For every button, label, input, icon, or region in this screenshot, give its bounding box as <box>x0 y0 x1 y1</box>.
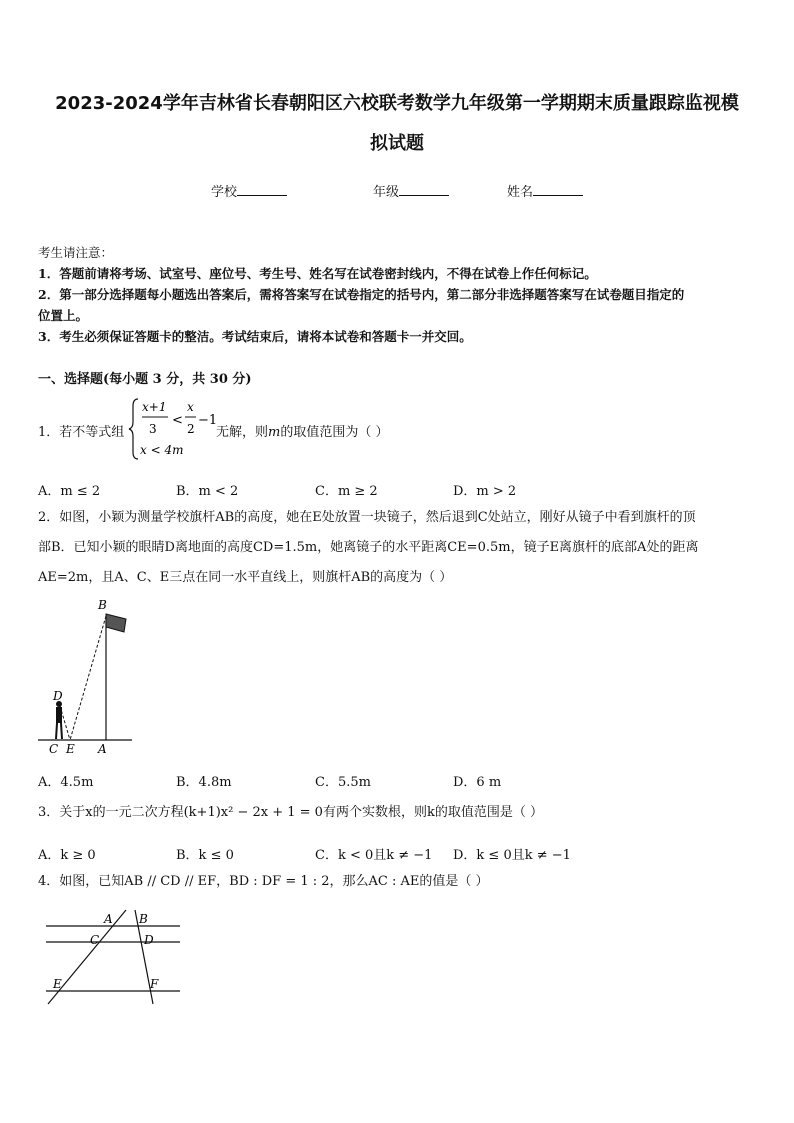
q3-option-a[interactable]: A．k ≥ 0 <box>38 848 96 863</box>
brace-icon <box>129 399 138 459</box>
q1-suffix-tail: 的取值范围为（ ） <box>280 425 389 440</box>
q3-option-c[interactable]: C．k < 0且k ≠ −1 <box>315 848 433 863</box>
q1-var: m <box>268 425 281 440</box>
label-d: D <box>144 933 154 947</box>
q1-lt: < <box>172 413 183 428</box>
label-c: C <box>49 742 59 756</box>
name-field <box>507 181 583 200</box>
notice-item: 2．第一部分选择题每小题选出答案后，需将答案写在试卷指定的括号内，第二部分非选择题答案写在试卷题目指定的 <box>38 287 685 302</box>
name-blank[interactable] <box>533 183 583 196</box>
q1-option-a[interactable]: A．m ≤ 2 <box>38 484 101 499</box>
name-label: 姓名 <box>507 185 534 200</box>
label-d: D <box>53 689 63 703</box>
grade-field <box>373 181 449 200</box>
flag-icon <box>106 614 126 632</box>
q2-figure <box>36 596 136 758</box>
label-b: B <box>139 912 148 926</box>
q2-line1: 2．如图，小颖为测量学校旗杆AB的高度，她在E处放置一块镜子，然后退到C处站立，刚好从镜子中看到旗杆的顶 <box>38 510 696 525</box>
label-c: C <box>90 933 100 947</box>
q3-text: 3．关于x的一元二次方程(k+1)x² − 2x + 1 = 0有两个实数根，则k的取值范围是（ ） <box>38 805 543 820</box>
q2-option-b[interactable]: B．4.8m <box>176 775 232 790</box>
q2-text <box>38 503 760 593</box>
label-e: E <box>53 977 62 991</box>
q1-prefix: 1．若不等式组 <box>38 425 125 440</box>
label-e: E <box>66 742 75 756</box>
grade-label: 年级 <box>373 185 400 200</box>
q4-text: 4．如图，已知AB // CD // EF，BD : DF = 1 : 2，那么AC : AE的值是（ ） <box>38 874 489 889</box>
reflect-line-be <box>70 616 106 740</box>
q2-line3: AE=2m，且A、C、E三点在同一水平直线上，则旗杆AB的高度为（ ） <box>38 570 453 585</box>
q1-suffix-text: 无解，则 <box>216 425 269 440</box>
q3-option-b[interactable]: B．k ≤ 0 <box>176 848 234 863</box>
grade-blank[interactable] <box>399 183 449 196</box>
q2-option-a[interactable]: A．4.5m <box>38 775 94 790</box>
label-a: A <box>104 912 113 926</box>
notice-item: 位置上。 <box>38 308 89 323</box>
q1-option-d[interactable]: D．m > 2 <box>453 484 517 499</box>
person-icon <box>56 701 62 739</box>
school-field <box>211 181 287 200</box>
q1-den2: 2 <box>187 422 195 436</box>
section-heading: 一、选择题(每小题 3 分，共 30 分) <box>38 372 252 387</box>
page-title-continued: 拟试题 <box>370 133 424 154</box>
q2-option-d[interactable]: D．6 m <box>453 775 502 790</box>
q1-option-c[interactable]: C．m ≥ 2 <box>315 484 378 499</box>
q1-tail: −1 <box>198 413 218 428</box>
page-title: 2023-2024学年吉林省长春朝阳区六校联考数学九年级第一学期期末质量跟踪监视模 <box>55 93 739 114</box>
label-a: A <box>98 742 107 756</box>
q2-line2: 部B．已知小颖的眼睛D离地面的高度CD=1.5m，她离镜子的水平距离CE=0.5m，镜子E离旗杆的底部A处的距离 <box>38 540 699 555</box>
notice-item: 3．考生必须保证答题卡的整洁。考试结束后，请将本试卷和答题卡一并交回。 <box>38 329 472 344</box>
notice-item: 1．答题前请将考场、试室号、座位号、考生号、姓名写在试卷密封线内，不得在试卷上作任何标记。 <box>38 266 597 281</box>
q1-num2: x <box>187 400 194 414</box>
q3-option-d[interactable]: D．k ≤ 0且k ≠ −1 <box>453 848 571 863</box>
q1-suffix <box>216 421 388 440</box>
label-b: B <box>98 598 107 612</box>
q2-option-c[interactable]: C．5.5m <box>315 775 371 790</box>
notice-heading: 考生请注意： <box>38 245 114 260</box>
q1-option-b[interactable]: B．m < 2 <box>176 484 239 499</box>
school-label: 学校 <box>211 185 238 200</box>
q1-den1: 3 <box>149 422 157 436</box>
q4-figure <box>40 906 190 1010</box>
school-blank[interactable] <box>237 183 287 196</box>
label-f: F <box>150 977 159 991</box>
q1-num1: x+1 <box>142 400 167 414</box>
notice-block <box>38 242 758 347</box>
q1-line2: x < 4m <box>140 443 184 457</box>
